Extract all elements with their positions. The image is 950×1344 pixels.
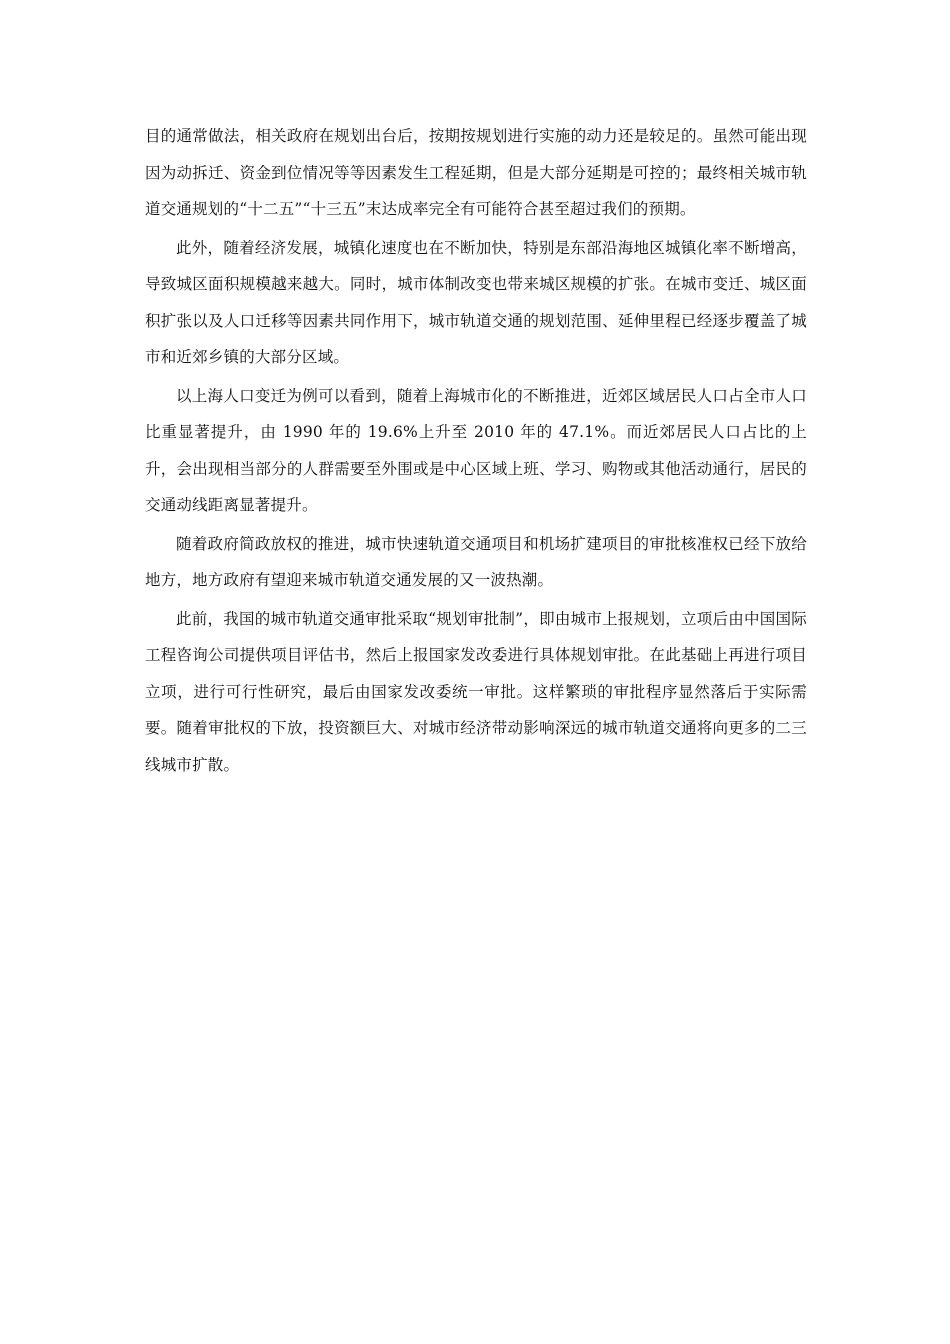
document-body xyxy=(145,118,807,785)
paragraph-urbanization: 此外，随着经济发展，城镇化速度也在不断加快，特别是东部沿海地区城镇化率不断增高，导致城区面积规模越来越大。同时，城市体制改变也带来城区规模的扩张。在城市变迁、城区面积扩张以及人口迁移等因素共同作用下，城市轨道交通的规划范围、延伸里程已经逐步覆盖了城市和近郊乡镇的大部分区域。 xyxy=(145,238,807,366)
paragraph-approval-decentralization: 随着政府简政放权的推进，城市快速轨道交通项目和机场扩建项目的审批核准权已经下放给地方，地方政府有望迎来城市轨道交通发展的又一波热潮。 xyxy=(145,534,807,589)
paragraph-shanghai-population: 以上海人口变迁为例可以看到，随着上海城市化的不断推进，近郊区域居民人口占全市人口比重显著提升，由 1990 年的 19.6%上升至 2010 年的 47.1%。而近郊居民人口占比的上升，会出现相当部分的人群需要至外围或是中心区域上班、学习、购物或其他活动通行，居民的交通动线距离显著提升。 xyxy=(145,386,807,514)
paragraph-continuation: 目的通常做法，相关政府在规划出台后，按期按规划进行实施的动力还是较足的。虽然可能出现因为动拆迁、资金到位情况等等因素发生工程延期，但是大部分延期是可控的；最终相关城市轨道交通规划的“十二五”“十三五”末达成率完全有可能符合甚至超过我们的预期。 xyxy=(145,127,807,218)
paragraph-approval-system: 此前，我国的城市轨道交通审批采取“规划审批制”，即由城市上报规划，立项后由中国国际工程咨询公司提供项目评估书，然后上报国家发改委进行具体规划审批。在此基础上再进行项目立项，进行可行性研究，最后由国家发改委统一审批。这样繁琐的审批程序显然落后于实际需要。随着审批权的下放，投资额巨大、对城市经济带动影响深远的城市轨道交通将向更多的二三线城市扩散。 xyxy=(145,609,807,774)
